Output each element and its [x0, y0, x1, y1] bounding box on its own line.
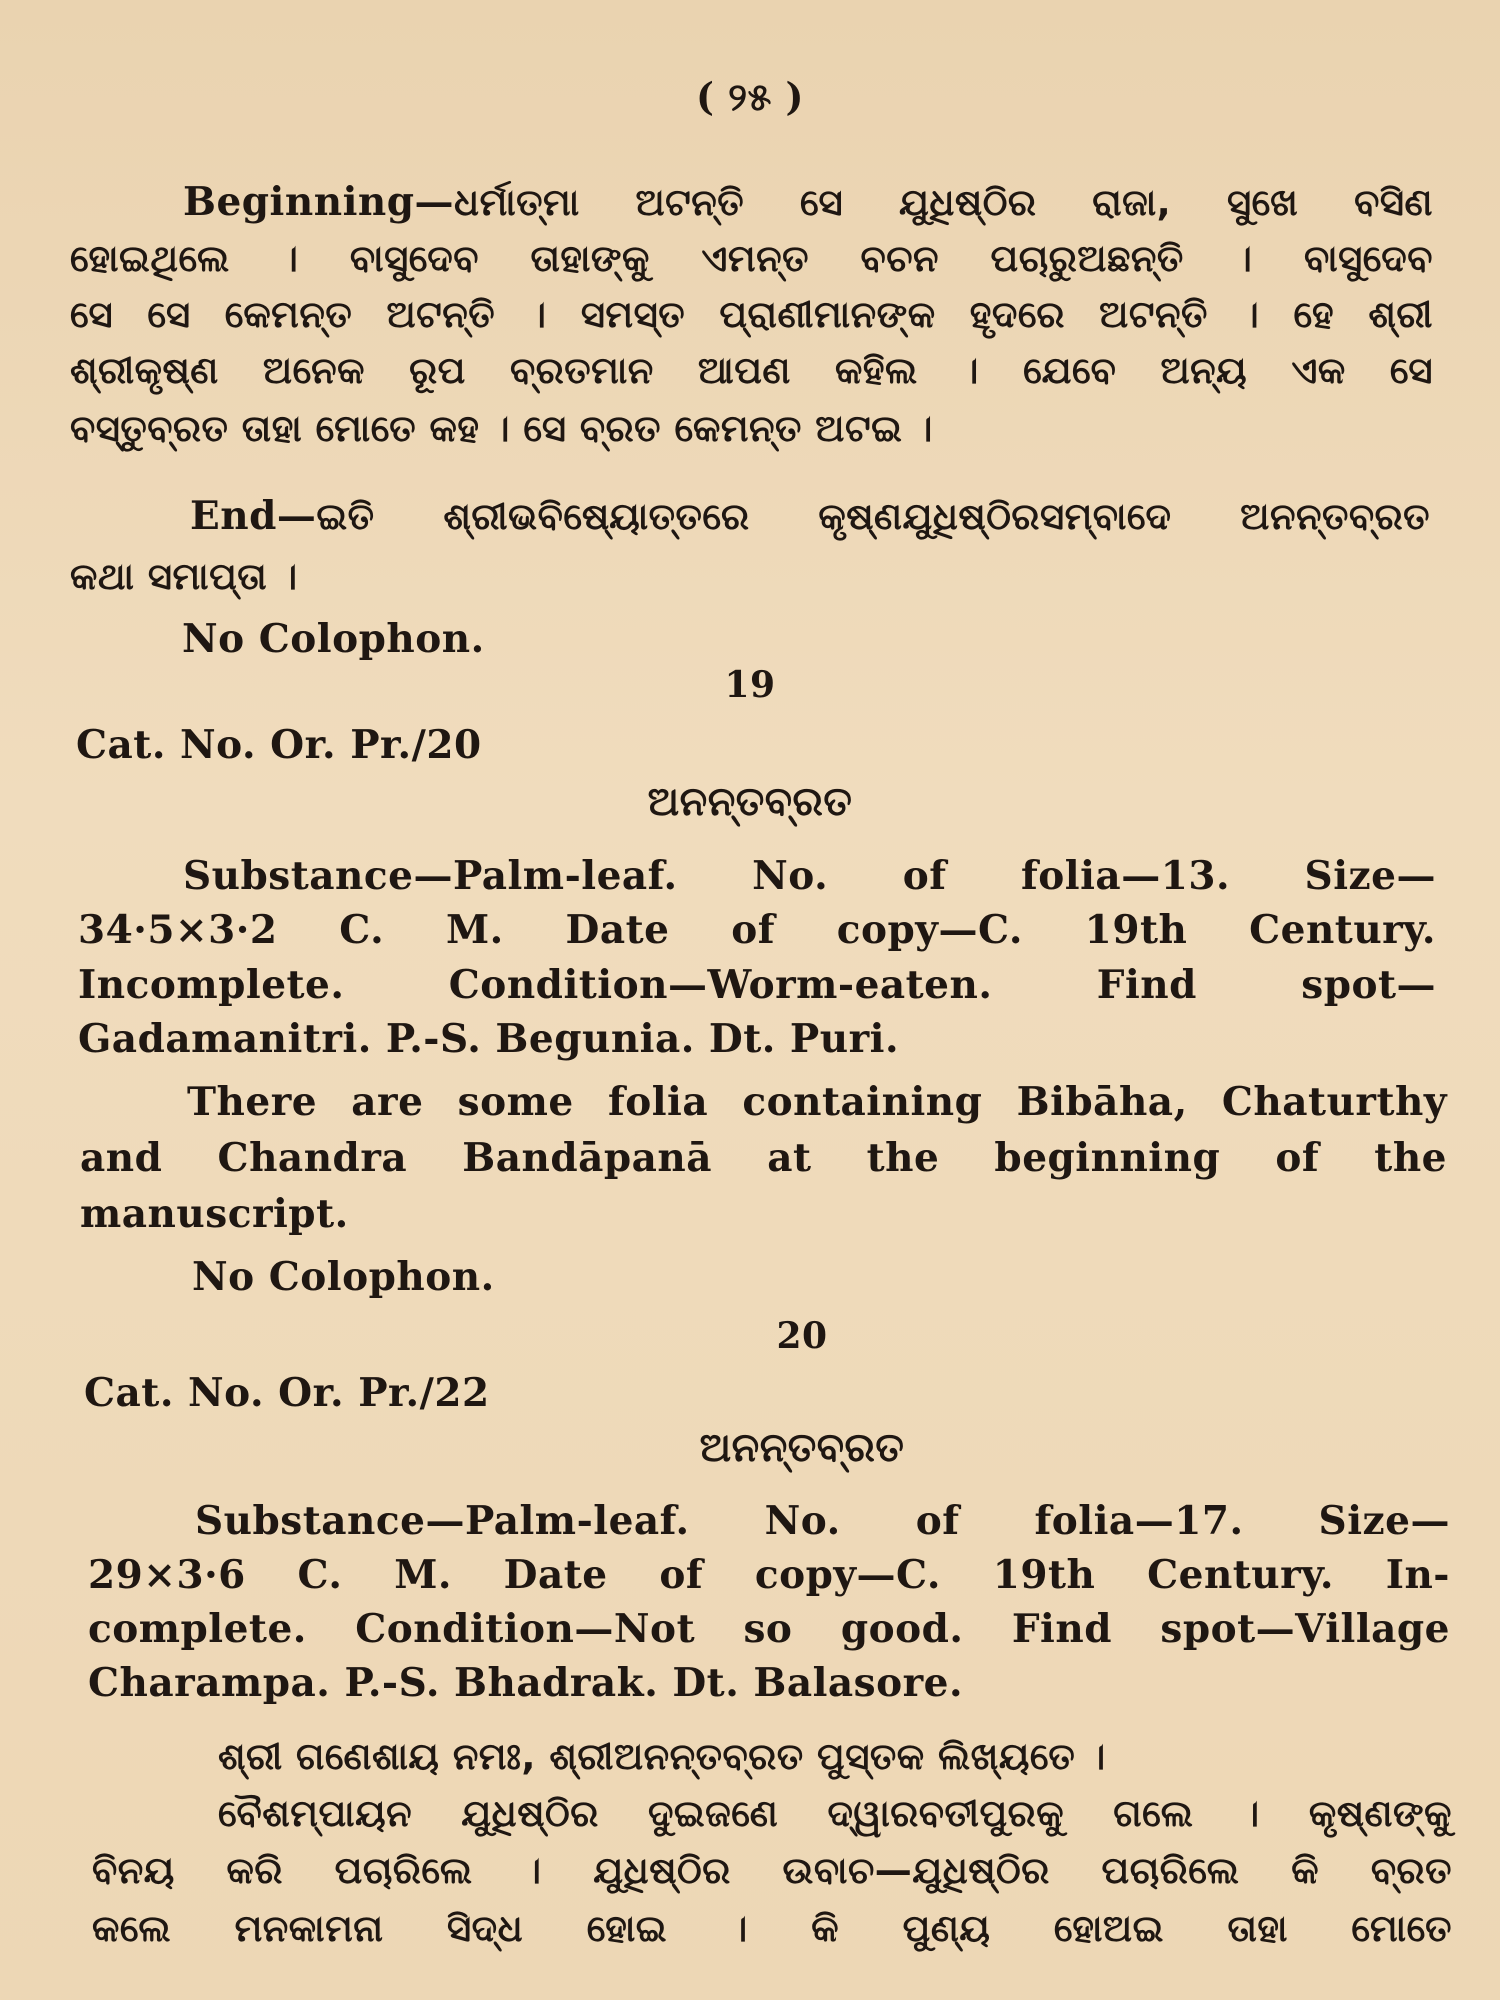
- end-label: End—: [190, 493, 317, 539]
- title-20: ଅନନ୍ତବ୍ରତ: [699, 1425, 905, 1471]
- desc-20-line-2: 29×3·6 C. M. Date of copy—C. 19th Century. In-: [88, 1552, 1450, 1598]
- beginning-line-1: [183, 179, 1433, 225]
- beginning-line-2: ହୋଇଥିଲେ । ବାସୁଦେବ ତାହାଙ୍କୁ ଏମନ୍ତ ବଚନ ପଚାରୁଅଛନ୍ତି । ବାସୁଦେବ: [70, 237, 1433, 280]
- beginning-label: Beginning—: [183, 179, 455, 225]
- odia-20-line-3: ବିନୟ କରି ପଚାରିଲେ । ଯୁଧିଷ୍ଠିର ଉବାଚ—ଯୁଧିଷ୍ଠିର ପଚାରିଲେ କି ବ୍ରତ: [92, 1849, 1452, 1892]
- note-19-line-1: There are some folia containing Bibāha, Chaturthy: [187, 1079, 1447, 1125]
- note-19-line-3: manuscript.: [80, 1191, 349, 1237]
- odia-20-line-2: ବୈଶମ୍ପାୟନ ଯୁଧିଷ୍ଠିର ଦୁଇଜଣେ ଦ୍ୱାରବତୀପୁରକୁ ଗଲେ । କୃଷ୍ଣଙ୍କୁ: [218, 1792, 1452, 1835]
- title-19: ଅନନ୍ତବ୍ରତ: [647, 779, 853, 825]
- invocation-20: ଶ୍ରୀ ଗଣେଶାୟ ନମଃ, ଶ୍ରୀଅନନ୍ତବ୍ରତ ପୁସ୍ତକ ଲିଖ୍ୟତେ ।: [218, 1735, 1106, 1778]
- desc-19-line-3: Incomplete. Condition—Worm-eaten. Find spot—: [78, 962, 1436, 1008]
- desc-20-line-1: Substance—Palm-leaf. No. of folia—17. Size—: [195, 1498, 1450, 1544]
- odia-20-line-4: କଲେ ମନକାମନା ସିଦ୍ଧ ହୋଇ । କି ପୁଣ୍ୟ ହୋଅଇ ତାହା ମୋତେ: [92, 1907, 1452, 1950]
- desc-19-line-4: Gadamanitri. P.-S. Begunia. Dt. Puri.: [78, 1016, 900, 1062]
- note-19-line-2: and Chandra Bandāpanā at the beginning of the: [80, 1135, 1447, 1181]
- desc-19-line-1: Substance—Palm-leaf. No. of folia—13. Size—: [183, 853, 1436, 899]
- end-text-1: ଇତି ଶ୍ରୀଭବିଷ୍ୟୋତ୍ତରେ କୃଷ୍ଣଯୁଧିଷ୍ଠିରସମ୍ବାଦେ ଅନନ୍ତବ୍ରତ: [316, 495, 1430, 538]
- entry-number-19: 19: [724, 664, 776, 706]
- colophon-19: No Colophon.: [192, 1254, 495, 1300]
- end-line-1: [190, 493, 1430, 539]
- desc-20-line-3: complete. Condition—Not so good. Find spot—Village: [88, 1606, 1450, 1652]
- desc-20-line-4: Charampa. P.-S. Bhadrak. Dt. Balasore.: [88, 1660, 964, 1706]
- beginning-line-5: ବସ୍ତୁବ୍ରତ ତାହା ମୋତେ କହ । ସେ ବ୍ରତ କେମନ୍ତ ଅଟଇ ।: [70, 407, 933, 450]
- beginning-line-4: ଶ୍ରୀକୃଷ୍ଣ ଅନେକ ରୂପ ବ୍ରତମାନ ଆପଣ କହିଲ । ଯେବେ ଅନ୍ୟ ଏକ ସେ: [70, 349, 1433, 392]
- cat-no-20: Cat. No. Or. Pr./22: [84, 1370, 490, 1416]
- page-number: ( ୨୫ ): [695, 74, 805, 119]
- end-line-2: କଥା ସମାପ୍ତା ।: [70, 555, 298, 598]
- colophon-18: No Colophon.: [182, 616, 485, 662]
- cat-no-19: Cat. No. Or. Pr./20: [76, 722, 482, 768]
- beginning-text-1: ଧର୍ମାତ୍ମା ଅଟନ୍ତି ସେ ଯୁଧିଷ୍ଠିର ରାଜା, ସୁଖେ ବସିଣ: [454, 181, 1433, 224]
- beginning-line-3: ସେ ସେ କେମନ୍ତ ଅଟନ୍ତି । ସମସ୍ତ ପ୍ରାଣୀମାନଙ୍କ ହୃଦରେ ଅଟନ୍ତି । ହେ ଶ୍ରୀ: [70, 293, 1433, 336]
- desc-19-line-2: 34·5×3·2 C. M. Date of copy—C. 19th Century.: [78, 907, 1436, 953]
- entry-number-20: 20: [776, 1315, 828, 1357]
